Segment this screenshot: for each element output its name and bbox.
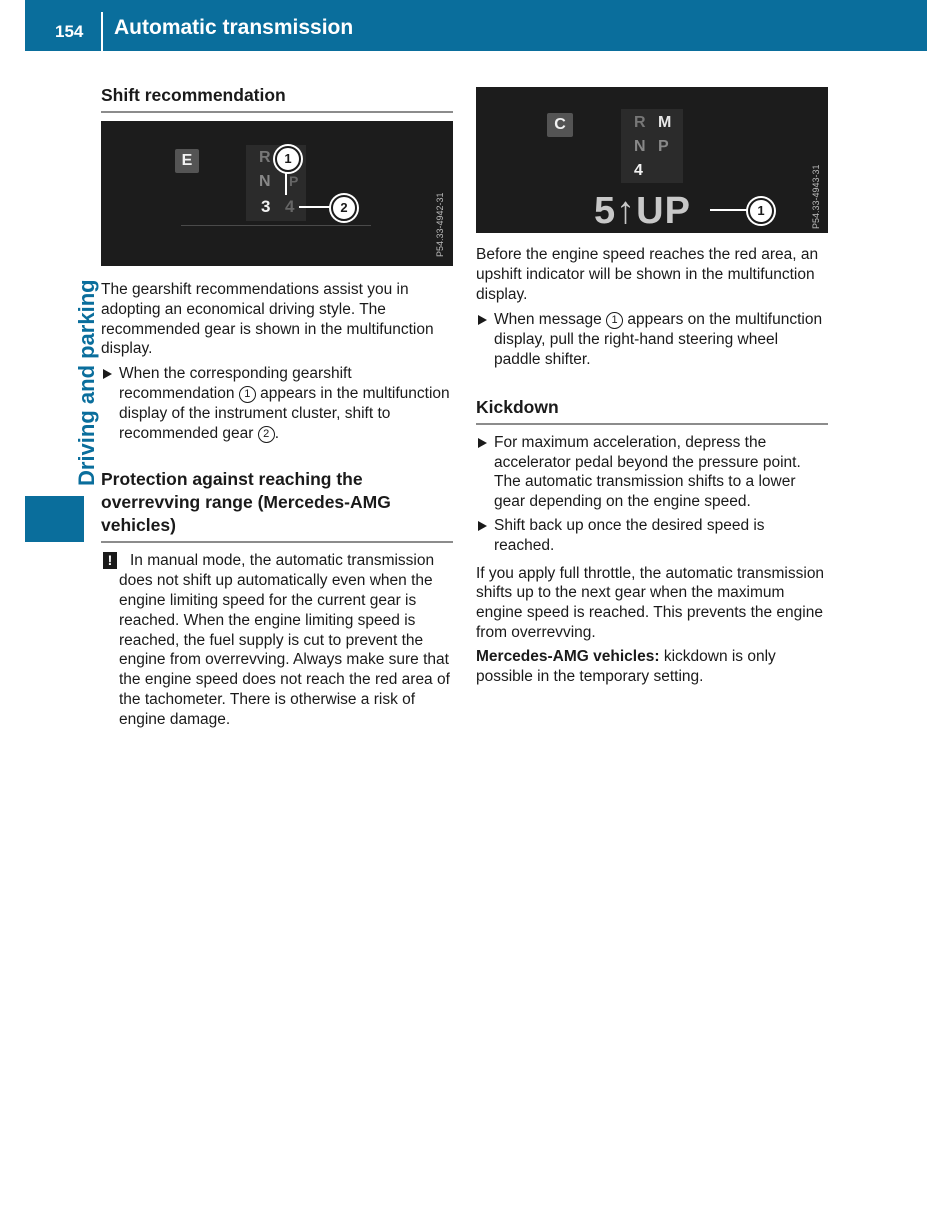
gear-park: P: [658, 138, 669, 155]
figure-upshift-indicator: [476, 87, 828, 233]
paragraph: If you apply full throttle, the automatic transmission shifts up to the next gear when the maximum engine speed is reached. This prevents the engine from overrevving.: [476, 564, 825, 641]
callout-1: 1: [275, 146, 301, 172]
left-column: [101, 84, 453, 730]
bullet-text-part: appears on the multifunction display, pull the right-hand steering wheel paddle shifter.: [494, 311, 823, 368]
callout-leader-1: [285, 169, 287, 195]
warning-icon: !: [103, 552, 117, 569]
bullet-text-part: appears in the multifunction display of the instrument cluster, shift to recommended gear: [119, 384, 450, 442]
callout-1: 1: [748, 198, 774, 224]
numbered-callout-ref: 1: [239, 386, 256, 403]
bullet-text: [119, 364, 453, 443]
current-gear: 3: [261, 197, 271, 216]
gear-reverse: R: [259, 149, 271, 166]
callout-leader-2: [299, 206, 331, 208]
bullet-item: [476, 516, 828, 556]
drive-mode-label: E: [175, 149, 199, 173]
numbered-callout-ref: 1: [606, 312, 623, 329]
paragraph-amg: [476, 647, 828, 687]
header-divider: [101, 12, 103, 51]
bullet-item: [476, 433, 828, 512]
bullet-triangle-icon: [478, 521, 487, 531]
figure-shift-recommendation: [101, 121, 453, 266]
upshift-message: 5↑UP: [594, 190, 691, 232]
gear-neutral: N: [634, 138, 646, 155]
bullet-item: [101, 364, 453, 443]
figure-code: P54.33-4942-31: [435, 192, 445, 257]
bullet-triangle-icon: [103, 369, 112, 379]
page-title: Automatic transmission: [114, 16, 354, 39]
bullet-text: Shift back up once the desired speed is reached.: [494, 516, 765, 554]
warning-notice: [101, 551, 453, 729]
paragraph: The gearshift recommendations assist you in adopting an economical driving style. The recommended gear is shown in the multifunction display.: [101, 281, 434, 358]
drive-mode-label: C: [547, 113, 573, 137]
section-heading-overrevving: Protection against reaching the overrevving range (Mercedes-AMG vehicles): [101, 468, 453, 543]
gear-manual: M: [658, 114, 672, 131]
bullet-text-part: When message: [494, 311, 602, 329]
side-tab-marker: [25, 496, 84, 542]
gear-neutral: N: [259, 173, 271, 190]
warning-text: In manual mode, the automatic transmission does not shift up automatically even when the engine limiting speed for the current gear is reached. When the engine limiting speed is reached, the fuel supply is cut to prevent the engine from overrevving. Always make sure that the engine speed does not reach the red area of the tachometer. There is otherwise a risk of engine damage.: [119, 552, 450, 728]
recommended-gear: 4: [285, 197, 295, 216]
bullet-text: [494, 310, 828, 369]
bold-label: Mercedes-AMG vehicles:: [476, 647, 660, 665]
bullet-triangle-icon: [478, 315, 487, 325]
bullet-text-part: When the corresponding gearshift recommendation: [119, 365, 352, 402]
callout-leader-1: [710, 209, 750, 211]
page-number: 154: [55, 22, 84, 41]
callout-2: 2: [331, 195, 357, 221]
paragraph-text: kickdown is only possible in the temporary setting.: [476, 647, 776, 685]
gear-panel: [621, 109, 683, 183]
numbered-callout-ref: 2: [258, 426, 275, 443]
figure-code: P54.33-4943-31: [811, 164, 821, 229]
current-gear: 4: [634, 162, 643, 179]
bullet-item: [476, 310, 828, 369]
bullet-text: For maximum acceleration, depress the accelerator pedal beyond the pressure point. The automatic transmission shifts to a lower gear depending on the engine speed.: [494, 433, 801, 511]
display-baseline: [181, 225, 371, 226]
bullet-triangle-icon: [478, 438, 487, 448]
bullet-text-part: .: [274, 424, 280, 442]
park-indicator: P: [289, 173, 299, 189]
paragraph: Before the engine speed reaches the red area, an upshift indicator will be shown in the multifunction display.: [476, 246, 819, 303]
section-heading-shift-recommendation: Shift recommendation: [101, 84, 453, 113]
section-heading-kickdown: Kickdown: [476, 396, 828, 425]
side-tab-label: Driving and parking: [74, 279, 99, 486]
right-column: [476, 87, 828, 686]
gear-reverse: R: [634, 114, 646, 131]
